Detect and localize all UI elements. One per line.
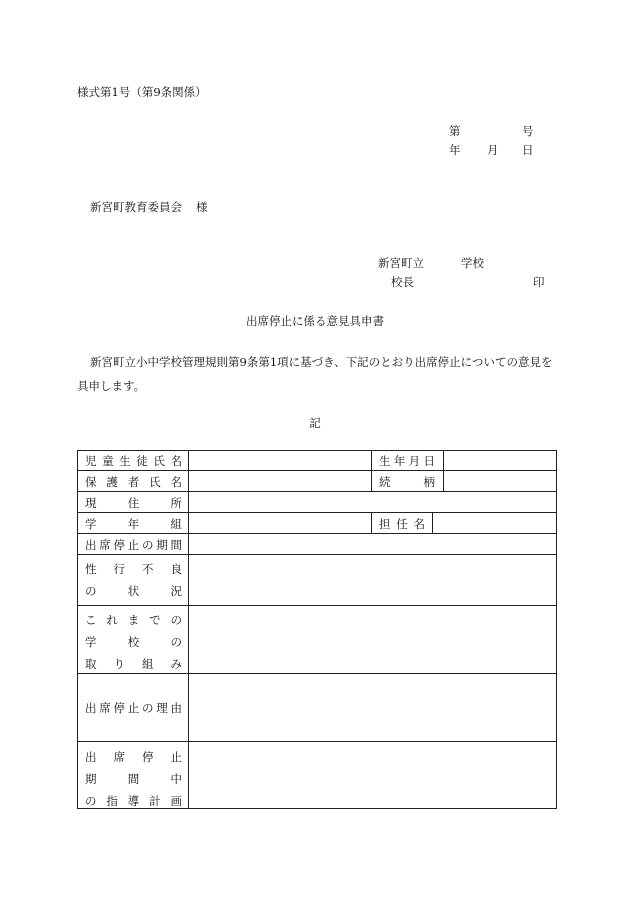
body-text: 新宮町立小中学校管理規則第9条第1項に基づき、下記のとおり出席停止についての意見を具申します。 <box>77 355 553 393</box>
seal-mark: 印 <box>533 275 545 289</box>
ki-heading: 記 <box>309 416 321 430</box>
addressee-honorific: 様 <box>196 200 208 214</box>
form-id: 様式第1号（第9条関係） <box>77 85 207 99</box>
body-paragraph <box>77 350 559 398</box>
guidance-label-2: 期 間 中 <box>85 772 182 786</box>
number-prefix: 第 <box>449 124 461 138</box>
sender-school-label: 学校 <box>461 256 484 270</box>
conduct-label-1: 性 行 不 良 <box>85 562 182 576</box>
class-label: 学 年 組 <box>85 517 182 531</box>
period-label: 出 席 停 止 の 期 間 <box>85 538 182 552</box>
guidance-label-3: の 指 導 計 画 <box>85 794 182 808</box>
guardian-name-label: 保 護 者 氏 名 <box>85 475 182 489</box>
reason-label: 出 席 停 止 の 理 由 <box>85 701 182 715</box>
document-title: 出席停止に係る意見具申書 <box>246 314 384 328</box>
document-number <box>449 123 534 139</box>
sender-title: 校長 <box>391 275 414 289</box>
guidance-label-1: 出 席 停 止 <box>85 750 182 764</box>
addressee <box>90 199 208 215</box>
homeroom-teacher-label: 担 任 名 <box>379 517 425 531</box>
sender-school <box>378 255 484 271</box>
date-year: 年 <box>449 143 461 157</box>
address-label: 現 住 所 <box>85 496 182 510</box>
conduct-label-2: の 状 況 <box>85 584 182 598</box>
birth-date-label: 生 年 月 日 <box>379 454 435 468</box>
date-month: 月 <box>487 143 499 157</box>
date-day: 日 <box>522 143 534 157</box>
student-name-label: 児 童 生 徒 氏 名 <box>85 454 182 468</box>
relation-label: 続 柄 <box>379 475 435 489</box>
sender-principal <box>391 274 545 290</box>
document-date <box>449 142 534 158</box>
efforts-label-2: 学 校 の <box>85 635 182 649</box>
sender-town: 新宮町立 <box>378 256 424 270</box>
number-suffix: 号 <box>522 124 534 138</box>
opinion-table <box>77 450 557 809</box>
efforts-label-3: 取 り 組 み <box>85 657 182 671</box>
efforts-label-1: こ れ ま で の <box>85 613 182 627</box>
addressee-name: 新宮町教育委員会 <box>90 200 182 214</box>
